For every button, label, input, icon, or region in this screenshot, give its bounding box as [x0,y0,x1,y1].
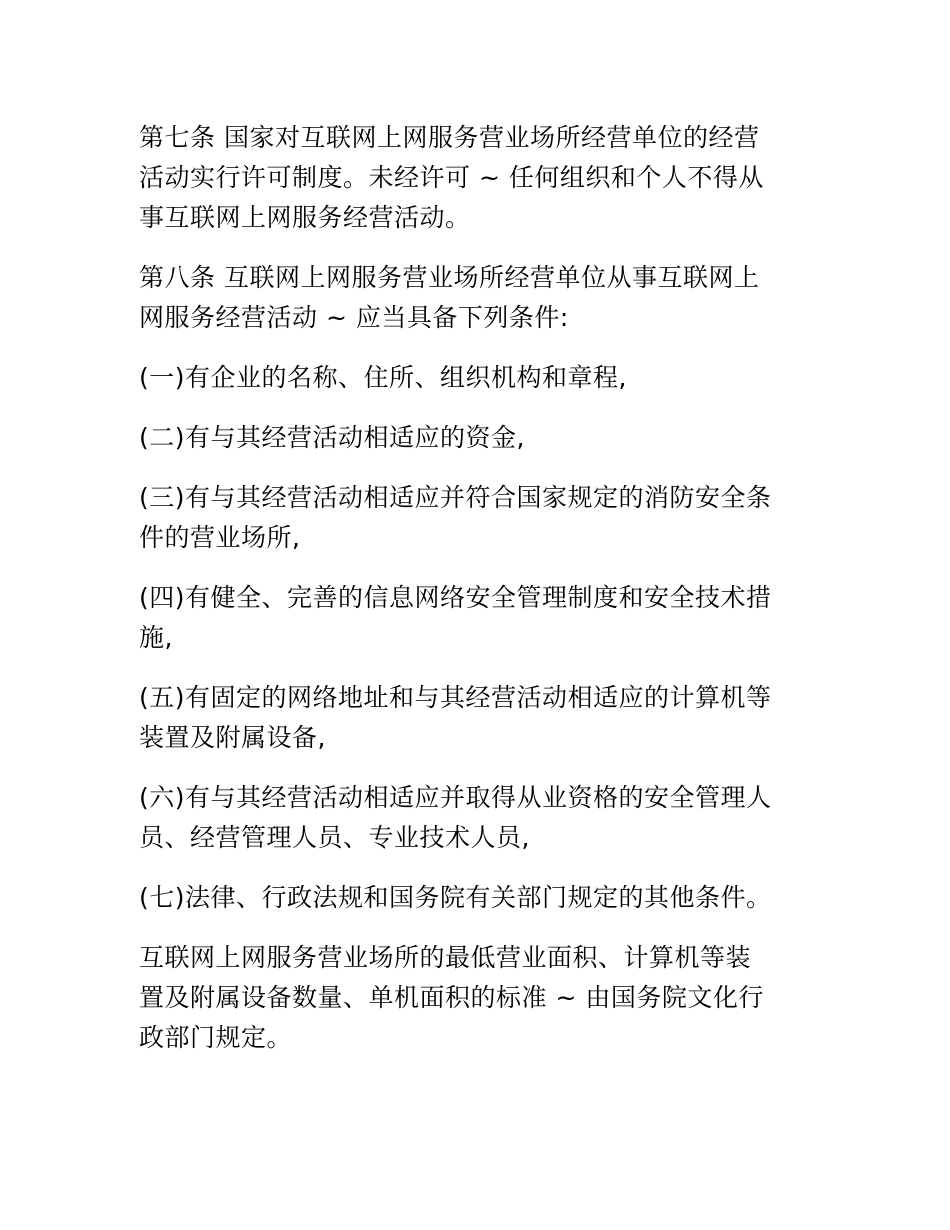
text-line: (七)法律、行政法规和国务院有关部门规定的其他条件。 [139,883,772,912]
text-line: (五)有固定的网络地址和与其经营活动相适应的计算机等 [139,683,772,712]
condition-item-2 [139,418,819,458]
text-line: 第八条 互联网上网服务营业场所经营单位从事互联网上 [139,263,760,292]
text-line: 施, [139,623,173,652]
condition-item-4 [139,578,819,658]
condition-item-1 [139,358,819,398]
article-8-paragraph [139,258,819,338]
text-line: 装置及附属设备, [139,723,326,752]
condition-item-6 [139,778,819,858]
text-line: (三)有与其经营活动相适应并符合国家规定的消防安全条 [139,483,772,512]
text-line: 事互联网上网服务经营活动。 [139,203,471,232]
text-line: 互联网上网服务营业场所的最低营业面积、计算机等装 [139,943,752,972]
text-line: 活动实行许可制度。未经许可 ~ 任何组织和个人不得从 [139,163,764,192]
text-line: (六)有与其经营活动相适应并取得从业资格的安全管理人 [139,783,772,812]
text-line: 政部门规定。 [139,1023,293,1052]
text-line: 第七条 国家对互联网上网服务营业场所经营单位的经营 [139,123,760,152]
text-line: (四)有健全、完善的信息网络安全管理制度和安全技术措 [139,583,772,612]
text-line: 网服务经营活动 ~ 应当具备下列条件: [139,303,569,332]
text-line: (二)有与其经营活动相适应的资金, [139,423,525,452]
article-7-paragraph [139,118,819,238]
closing-paragraph [139,938,819,1058]
text-line: 员、经营管理人员、专业技术人员, [139,823,530,852]
text-line: 置及附属设备数量、单机面积的标准 ~ 由国务院文化行 [139,983,764,1012]
condition-item-7 [139,878,819,918]
condition-item-3 [139,478,819,558]
text-line: (一)有企业的名称、住所、组织机构和章程, [139,363,627,392]
document-page [139,118,819,1078]
text-line: 件的营业场所, [139,523,301,552]
condition-item-5 [139,678,819,758]
